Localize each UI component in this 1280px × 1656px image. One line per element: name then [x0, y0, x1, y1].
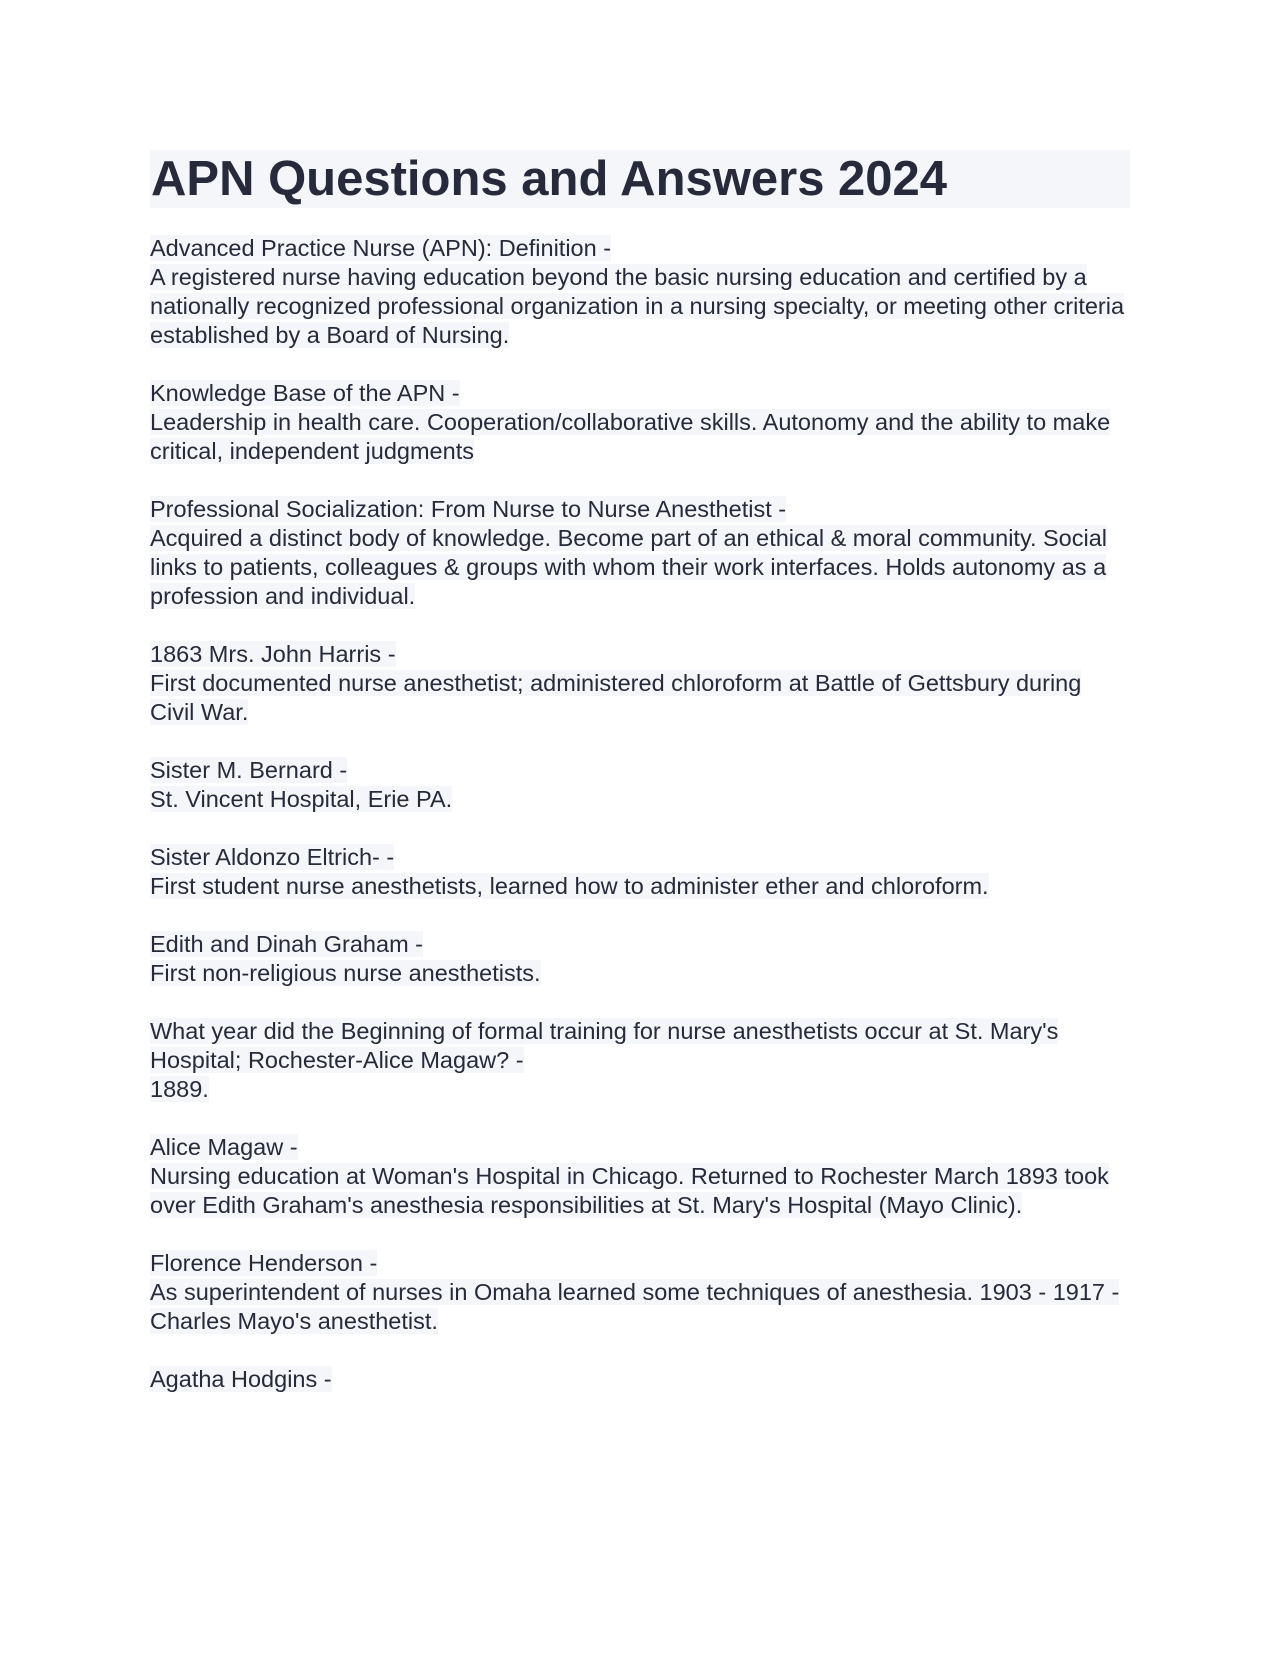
qa-entry-6: [150, 843, 1130, 901]
question-text: Sister M. Bernard -: [150, 757, 348, 783]
question-text: Agatha Hodgins -: [150, 1366, 332, 1392]
question-text: Advanced Practice Nurse (APN): Definition -: [150, 235, 612, 261]
answer-text: A registered nurse having education beyond the basic nursing education and certified by a nationally recognized professional organization in a nursing specialty, or meeting other criteria established by a Board of Nursing.: [150, 264, 1125, 348]
qa-entry-2: [150, 379, 1130, 466]
qa-entry-5: [150, 756, 1130, 814]
question-text: Professional Socialization: From Nurse to Nurse Anesthetist -: [150, 496, 787, 522]
answer-text: First non-religious nurse anesthetists.: [150, 960, 541, 986]
question-text: Knowledge Base of the APN -: [150, 380, 460, 406]
question-text: What year did the Beginning of formal training for nurse anesthetists occur at St. Mary's Hospital; Rochester-Alice Magaw? -: [150, 1018, 1059, 1073]
qa-entry-11: [150, 1365, 1130, 1394]
answer-text: Leadership in health care. Cooperation/collaborative skills. Autonomy and the ability to make critical, independent judgments: [150, 409, 1111, 464]
answer-text: First documented nurse anesthetist; administered chloroform at Battle of Gettsbury during Civil War.: [150, 670, 1082, 725]
answer-text: Nursing education at Woman's Hospital in Chicago. Returned to Rochester March 1893 took over Edith Graham's anesthesia responsibilities at St. Mary's Hospital (Mayo Clinic).: [150, 1163, 1109, 1218]
question-text: Edith and Dinah Graham -: [150, 931, 424, 957]
question-text: Alice Magaw -: [150, 1134, 298, 1160]
question-text: 1863 Mrs. John Harris -: [150, 641, 396, 667]
qa-entry-3: [150, 495, 1130, 611]
document-title: APN Questions and Answers 2024: [150, 150, 1130, 208]
qa-entry-8: [150, 1017, 1130, 1104]
question-text: Florence Henderson -: [150, 1250, 378, 1276]
question-text: Sister Aldonzo Eltrich- -: [150, 844, 395, 870]
answer-text: Acquired a distinct body of knowledge. Become part of an ethical & moral community. Social links to patients, colleagues & groups with whom their work interfaces. Holds autonomy as a profession and individual.: [150, 525, 1108, 609]
qa-entry-1: [150, 234, 1130, 350]
qa-entry-7: [150, 930, 1130, 988]
qa-entry-10: [150, 1249, 1130, 1336]
answer-text: First student nurse anesthetists, learned how to administer ether and chloroform.: [150, 873, 989, 899]
answer-text: As superintendent of nurses in Omaha learned some techniques of anesthesia. 1903 - 1917 - Charles Mayo's anesthetist.: [150, 1279, 1120, 1334]
answer-text: St. Vincent Hospital, Erie PA.: [150, 786, 453, 812]
answer-text: 1889.: [150, 1076, 209, 1102]
qa-entry-9: [150, 1133, 1130, 1220]
qa-entry-4: [150, 640, 1130, 727]
document-page: [150, 150, 1130, 1423]
